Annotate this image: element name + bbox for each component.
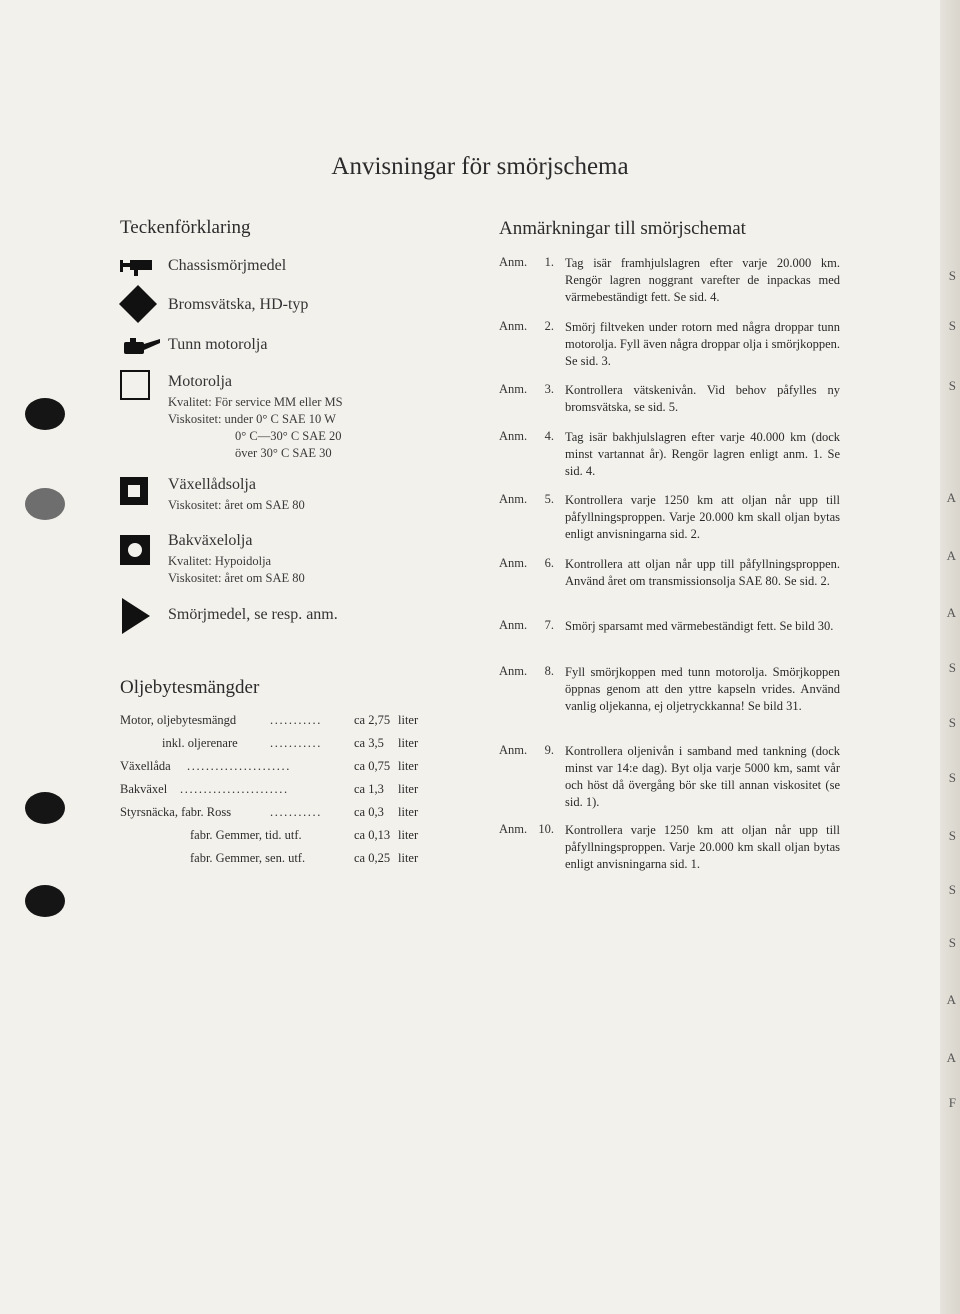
edge-letter: A <box>946 548 956 563</box>
quantity-value: ca 0,25 <box>354 851 391 865</box>
edge-letter: S <box>948 660 956 675</box>
note-text: Kontrollera varje 1250 km att oljan når upp till påfyllningsproppen. Varje 20.000 km skall oljan bytas enligt anvisningarna sid. 1. <box>565 823 840 871</box>
motor-oil-viscosity: Viskositet: under 0° C SAE 10 W <box>168 412 336 426</box>
legend-label-brake: Bromsvätska, HD-typ <box>168 296 309 313</box>
note-number: 6. <box>544 556 554 570</box>
note-number: 4. <box>544 429 554 443</box>
quantity-unit: liter <box>398 759 419 773</box>
quantity-value: ca 3,5 <box>354 736 384 750</box>
gearbox-oil-viscosity: Viskositet: året om SAE 80 <box>168 498 305 512</box>
square-in-square-icon <box>120 477 148 505</box>
quantity-name-steering-ross: Styrsnäcka, fabr. Ross <box>120 805 232 819</box>
quantity-unit: liter <box>398 828 419 842</box>
edge-letter: S <box>948 882 956 897</box>
edge-letter: A <box>946 992 956 1007</box>
note-text: Smörj filtveken under rotorn med några droppar tunn motorolja. Fyll även några droppar olja i smörjkoppen. Se sid. 3. <box>565 320 840 368</box>
edge-letter: A <box>946 1050 956 1065</box>
quantity-value: ca 2,75 <box>354 713 391 727</box>
legend-heading: Teckenförklaring <box>120 217 251 238</box>
motor-oil-quality: Kvalitet: För service MM eller MS <box>168 395 343 409</box>
quantity-name-axle: Bakväxel <box>120 782 168 796</box>
quantity-name-gemmer-early: fabr. Gemmer, tid. utf. <box>190 828 302 842</box>
note-number: 9. <box>544 743 554 757</box>
note-text: Kontrollera vätskenivån. Vid behov påfylles ny bromsvätska, se sid. 5. <box>565 383 840 414</box>
legend-label-chassis: Chassismörjmedel <box>168 257 287 274</box>
grease-gun-icon <box>120 256 156 276</box>
note-key: Anm. <box>499 382 528 396</box>
quantity-unit: liter <box>398 851 419 865</box>
triangle-pointer-icon <box>120 598 150 634</box>
quantity-name-filter: inkl. oljerenare <box>162 736 238 750</box>
note-key: Anm. <box>499 664 528 678</box>
note-number: 3. <box>544 382 554 396</box>
page-title: Anvisningar för smörjschema <box>331 153 629 180</box>
motor-oil-viscosity-2: 0° C—30° C SAE 20 <box>235 429 342 443</box>
edge-letter: S <box>948 828 956 843</box>
note-number: 10. <box>538 822 554 836</box>
punch-hole-4 <box>25 885 65 917</box>
note-key: Anm. <box>499 743 528 757</box>
quantity-leader: ........... <box>270 736 322 750</box>
note-key: Anm. <box>499 429 528 443</box>
quantity-leader: ........... <box>270 713 322 727</box>
edge-letter: F <box>948 1095 956 1110</box>
edge-letter: S <box>948 318 956 333</box>
adjacent-page-edge <box>940 0 960 1314</box>
diamond-icon <box>118 284 158 324</box>
edge-letter: A <box>946 490 956 505</box>
legend-label-axle-oil: Bakväxelolja <box>168 532 253 549</box>
motor-oil-viscosity-3: över 30° C SAE 30 <box>235 446 332 460</box>
quantity-unit: liter <box>398 805 419 819</box>
note-text: Tag isär framhjulslagren efter varje 20.000 km. Rengör lagren noggrant varefter de inpackas med värmebeständigt fett. Se sid. 4. <box>565 256 840 304</box>
edge-letter: S <box>948 378 956 393</box>
edge-letter: S <box>948 268 956 283</box>
note-number: 5. <box>544 492 554 506</box>
quantities-heading: Oljebytesmängder <box>120 677 260 698</box>
edge-letter: S <box>948 935 956 950</box>
edge-letter: S <box>948 715 956 730</box>
note-text: Kontrollera varje 1250 km att oljan når upp till påfyllningsproppen. Varje 20.000 km skall oljan bytas enligt anvisningarna sid. 2. <box>565 493 840 541</box>
quantity-unit: liter <box>398 736 419 750</box>
note-number: 2. <box>544 319 554 333</box>
quantity-unit: liter <box>398 782 419 796</box>
legend-label-motor-oil: Motorolja <box>168 373 232 390</box>
legend-label-thin-oil: Tunn motorolja <box>168 336 268 353</box>
quantity-leader: ...................... <box>187 759 291 773</box>
note-text: Smörj sparsamt med värmebeständigt fett. Se bild 30. <box>565 619 834 633</box>
note-key: Anm. <box>499 618 528 632</box>
quantity-name-motor: Motor, oljebytesmängd <box>120 713 237 727</box>
note-number: 7. <box>544 618 554 632</box>
legend-label-gearbox-oil: Växellådsolja <box>168 476 256 493</box>
note-text: Tag isär bakhjulslagren efter varje 40.000 km (dock minst vartannat år). Rengör lagren enligt anm. 1. Se sid. 4. <box>565 430 840 478</box>
quantity-value: ca 0,75 <box>354 759 391 773</box>
quantity-name-gearbox: Växellåda <box>120 759 171 773</box>
note-key: Anm. <box>499 822 528 836</box>
punch-hole-3 <box>25 792 65 824</box>
quantity-name-gemmer-late: fabr. Gemmer, sen. utf. <box>190 851 306 865</box>
note-text: Fyll smörjkoppen med tunn motorolja. Smörjkoppen öppnas genom att den yttre kapseln vrides. Använd vanlig oljekanna, ej oljetryckkanna! Se bild 31. <box>565 665 840 713</box>
note-key: Anm. <box>499 255 528 269</box>
quantity-value: ca 0,3 <box>354 805 384 819</box>
oil-can-icon <box>120 336 160 356</box>
legend-label-lubricant: Smörjmedel, se resp. anm. <box>168 606 338 623</box>
note-number: 8. <box>544 664 554 678</box>
quantity-value: ca 0,13 <box>354 828 391 842</box>
quantity-unit: liter <box>398 713 419 727</box>
quantity-leader: ........... <box>270 805 322 819</box>
note-key: Anm. <box>499 492 528 506</box>
axle-oil-viscosity: Viskositet: året om SAE 80 <box>168 571 305 585</box>
note-text: Kontrollera att oljan når upp till påfyllningsproppen. Använd året om transmissionsolja SAE 80. Se sid. 2. <box>565 557 840 588</box>
punch-hole-2 <box>25 488 65 520</box>
note-key: Anm. <box>499 319 528 333</box>
punch-hole-1 <box>25 398 65 430</box>
note-text: Kontrollera oljenivån i samband med tankning (dock minst var 14:e dag). Byt olja varje 5000 km, samt vår och höst då övergång bör ske till annan viskositet (se sid. 1). <box>565 744 840 809</box>
axle-oil-quality: Kvalitet: Hypoidolja <box>168 554 272 568</box>
open-square-icon <box>120 370 150 400</box>
quantity-leader: ....................... <box>180 782 289 796</box>
circle-in-square-icon <box>120 535 150 565</box>
edge-letter: S <box>948 770 956 785</box>
notes-heading: Anmärkningar till smörjschemat <box>499 218 746 239</box>
quantity-value: ca 1,3 <box>354 782 384 796</box>
note-key: Anm. <box>499 556 528 570</box>
note-number: 1. <box>544 255 554 269</box>
edge-letter: A <box>946 605 956 620</box>
